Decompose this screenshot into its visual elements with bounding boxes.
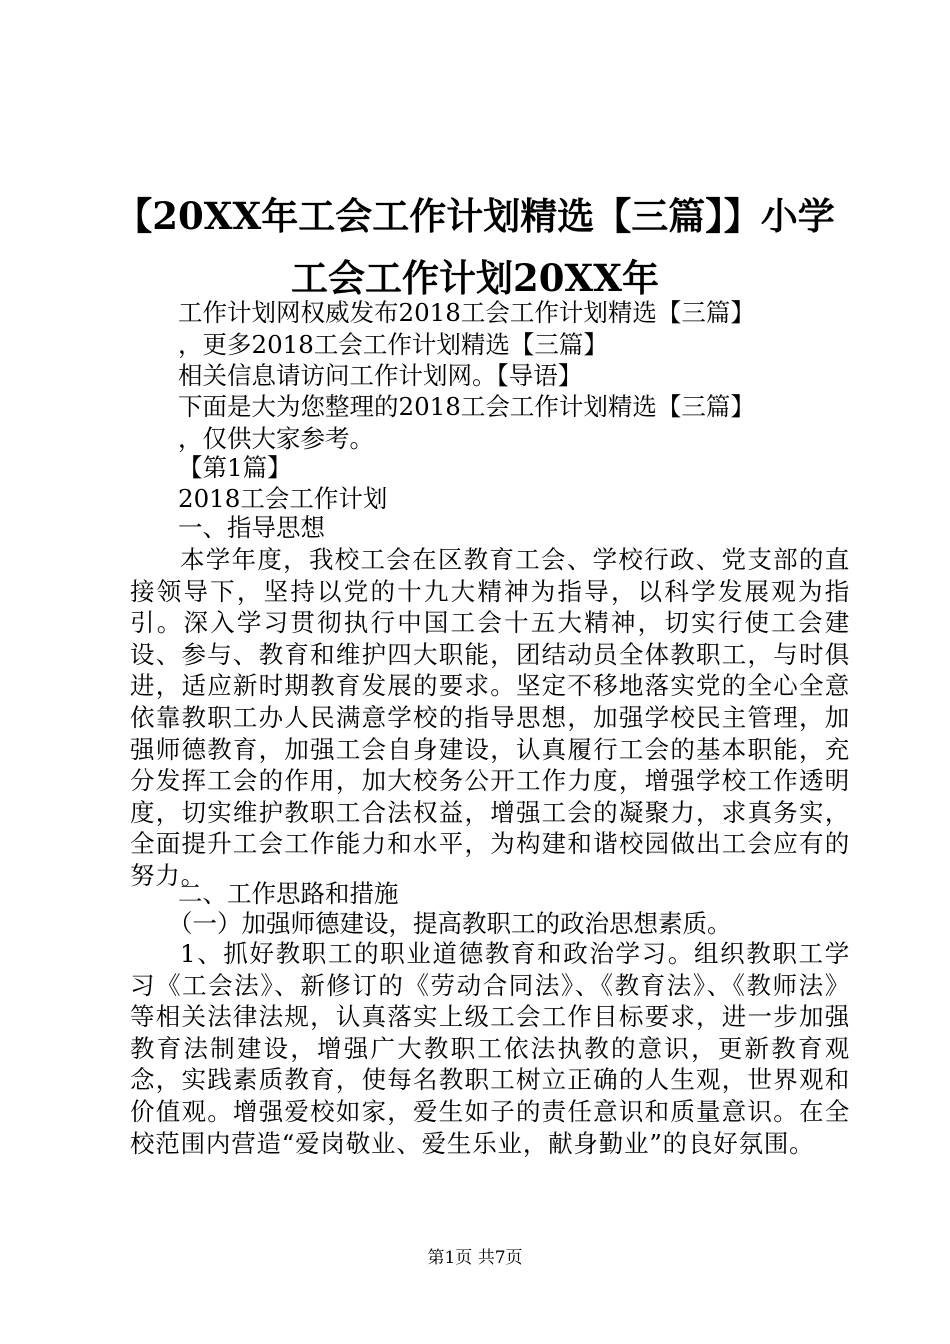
body-paragraph-1: 本学年度，我校工会在区教育工会、学校行政、党支部的直接领导下，坚持以党的十九大精神为指导，以科学发展观为指引。深入学习贯彻执行中国工会十五大精神，切实行使工会建设、参与、教育和维护四大职能，团结动员全体教职工，与时俱进，适应新时期教育发展的要求。坚定不移地落实党的全心全意依靠教职工办人民满意学校的指导思想，加强学校民主管理，加强师德教育，加强工会自身建设，认真履行工会的基本职能，充分发挥工会的作用，加大校务公开工作力度，增强学校工作透明度，切实维护教职工合法权益，增强工会的凝聚力，求真务实，全面提升工会工作能力和水平，为构建和谐校园做出工会应有的努力。 [130,545,850,890]
subsection-heading-1: （一）加强师德建设，提高教职工的政治思想素质。 [168,909,732,938]
document-title-line-1: 【20XX年工会工作计划精选【三篇】】小学 [115,194,835,238]
intro-line: 工作计划网权威发布2018工会工作计划精选【三篇】 [178,298,755,327]
section-heading-2: 二、工作思路和措施 [178,879,399,908]
document-title-line-2: 工会工作计划20XX年 [291,256,659,300]
section-label: 【第1篇】 [178,453,292,482]
intro-line: ，仅供大家参考。 [178,424,374,453]
intro-line: ，更多2018工会工作计划精选【三篇】 [178,330,608,359]
intro-line: 下面是大为您整理的2018工会工作计划精选【三篇】 [178,392,755,421]
page-footer: 第1页 共7页 [427,1248,523,1268]
section-heading-1: 一、指导思想 [178,513,325,542]
body-paragraph-2: 1、抓好教职工的职业道德教育和政治学习。组织教职工学习《工会法》、新修订的《劳动合同法》、《教育法》、《教师法》等相关法律法规，认真落实上级工会工作目标要求，进一步加强教育法制建设，增强广大教职工依法执教的意识，更新教育观念，实践素质教育，使每名教职工树立正确的人生观，世界观和价值观。增强爱校如家，爱生如子的责任意识和质量意识。在全校范围内营造“爱岗敬业、爱生乐业，献身勤业”的良好氛围。 [130,939,850,1158]
article-heading: 2018工会工作计划 [178,484,388,513]
intro-line: 相关信息请访问工作计划网。【导语】 [178,361,583,390]
